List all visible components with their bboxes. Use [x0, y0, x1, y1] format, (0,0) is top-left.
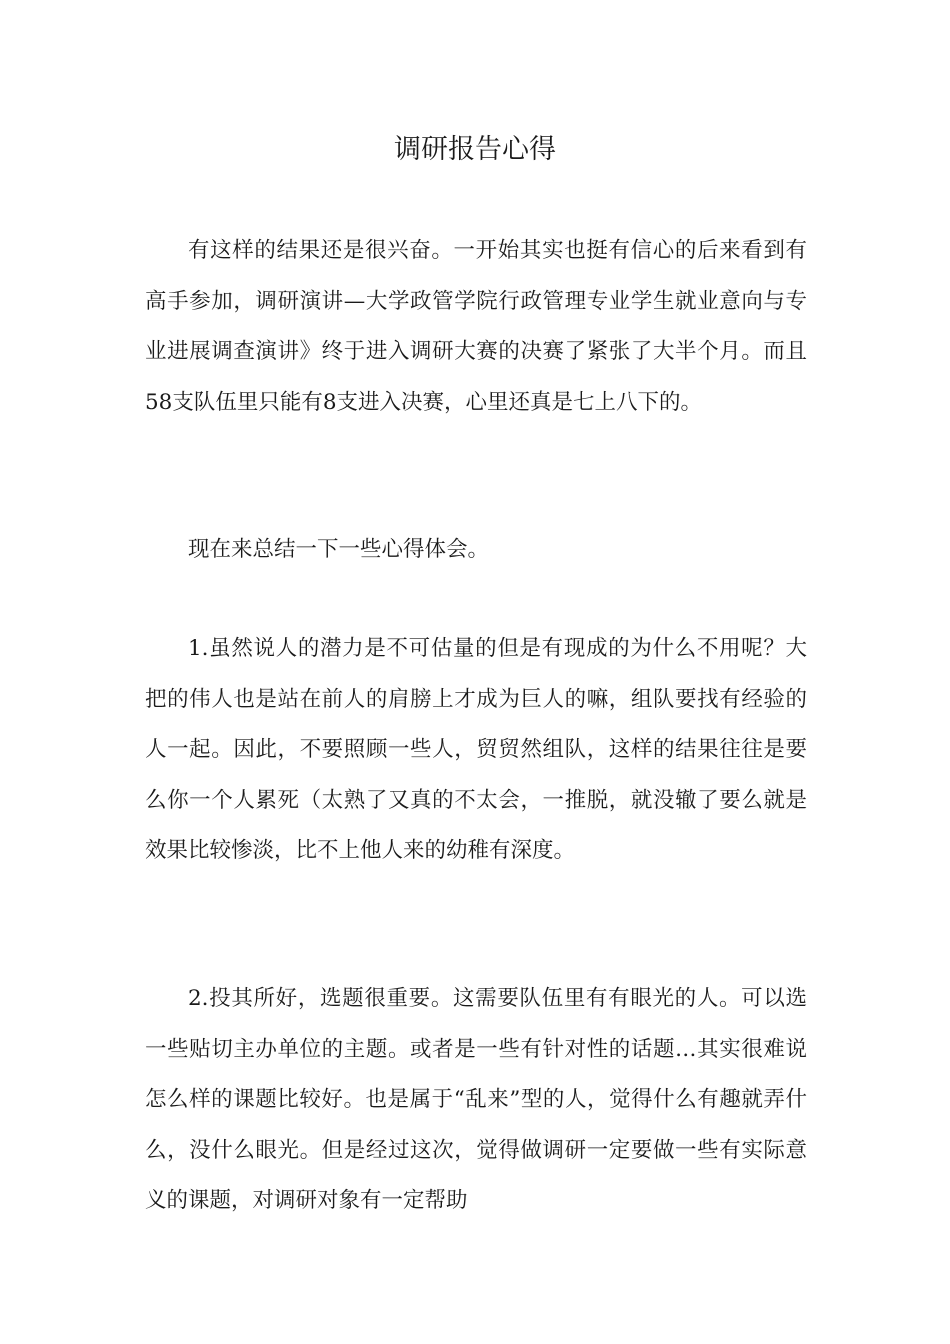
- paragraph-point-2: 2.投其所好，选题很重要。这需要队伍里有有眼光的人。可以选一些贴切主办单位的主题。或者是一些有针对性的话题…其实很难说怎么样的课题比较好。也是属于“乱来”型的人，觉得什么有趣就弄什么，没什么眼光。但是经过这次，觉得做调研一定要做一些有实际意义的课题，对调研对象有一定帮助: [145, 986, 807, 1213]
- document-title: 调研报告心得: [394, 134, 556, 165]
- paragraph-summary-lead: 现在来总结一下一些心得体会。: [188, 537, 490, 562]
- paragraph-intro: 有这样的结果还是很兴奋。一开始其实也挺有信心的后来看到有高手参加，调研演讲—大学政管学院行政管理专业学生就业意向与专业进展调查演讲》终于进入调研大赛的决赛了紧张了大半个月。而且58支队伍里只能有8支进入决赛，心里还真是七上八下的。: [145, 238, 807, 415]
- paragraph-point-1: 1.虽然说人的潜力是不可估量的但是有现成的为什么不用呢？大把的伟人也是站在前人的肩膀上才成为巨人的嘛，组队要找有经验的人一起。因此，不要照顾一些人，贸贸然组队，这样的结果往往是要么你一个人累死（太熟了又真的不太会，一推脱，就没辙了要么就是效果比较惨淡，比不上他人来的幼稚有深度。: [145, 636, 807, 863]
